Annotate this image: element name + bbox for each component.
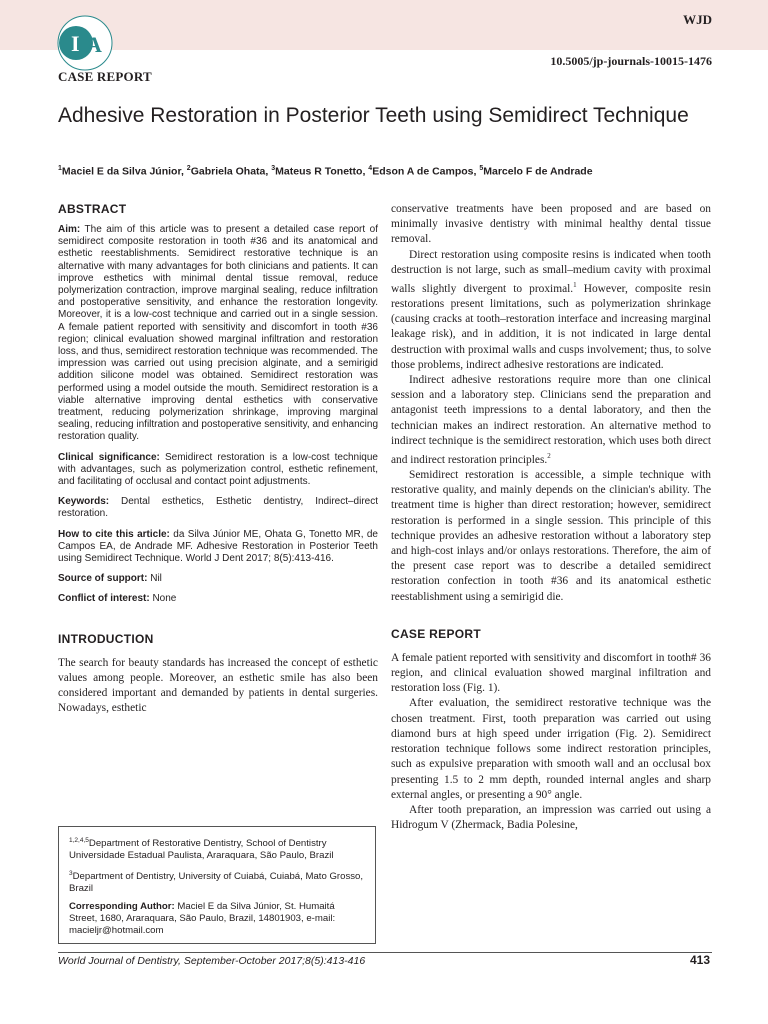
paragraph-text: Indirect adhesive restorations require more than one clinical session and a laboratory step. Clinicians send the preparation and antagonist teeth impressions to a dental laboratory, and then the technician makes an indirect restoration. An alternative method to indirect technique is the semidirect restoration, which uses both direct and indirect restoration principles.	[391, 374, 711, 466]
abstract-aim	[58, 224, 378, 444]
left-column	[58, 202, 378, 717]
clinical-significance	[58, 452, 378, 489]
author-name: Gabriela Ohata,	[190, 165, 272, 178]
case-paragraph-3: After tooth preparation, an impression was carried out using a Hidrogum V (Zhermack, Badia Polesine,	[391, 803, 711, 832]
author-name: Marcelo F de Andrade	[483, 165, 593, 178]
affiliation-text: Department of Dentistry, University of Cuiabá, Cuiabá, Mato Grosso, Brazil	[69, 871, 364, 895]
cite-text: da Silva Júnior ME, Ohata G, Tonetto MR, de Campos EA, de Andrade MF. Adhesive Restoration in Posterior Teeth using Semidirect Technique. World J Dent 2017; 8(5):413-416.	[58, 528, 378, 565]
paragraph-continued: conservative treatments have been proposed and are based on minimally invasive dentistry with minimal healthy dental tissue removal.	[391, 203, 711, 246]
reference-marker[interactable]: 2	[547, 452, 551, 461]
author-name: Edson A de Campos,	[372, 165, 480, 178]
case-report-heading: CASE REPORT	[391, 626, 481, 641]
affiliation-text: Department of Restorative Dentistry, School of Dentistry Universidade Estadual Paulista, Araraquara, São Paulo, Brazil	[69, 838, 334, 862]
corresponding-text: Maciel E da Silva Júnior, St. Humaitá Street, 1680, Araraquara, São Paulo, Brazil, 14801903, e-mail: macieljr@hotmail.com	[69, 901, 336, 937]
affiliation-box	[58, 826, 376, 944]
keywords-label: Keywords:	[58, 496, 110, 508]
doi[interactable]: 10.5005/jp-journals-10015-1476	[550, 54, 712, 68]
svg-text:I: I	[71, 31, 80, 56]
conflict-text: None	[149, 593, 177, 605]
abstract-heading: ABSTRACT	[58, 202, 127, 216]
affiliation-2	[69, 868, 365, 895]
paragraph-indirect-restoration	[391, 373, 711, 468]
author-sup: 2	[186, 165, 191, 172]
introduction-heading: INTRODUCTION	[58, 631, 154, 646]
corresponding-author	[69, 901, 365, 937]
clinical-label: Clinical significance:	[58, 451, 160, 463]
source-of-support	[58, 573, 378, 585]
journal-logo	[56, 14, 114, 72]
header-band	[0, 0, 768, 50]
keywords-text: Dental esthetics, Esthetic dentistry, Indirect–direct restoration.	[58, 496, 378, 520]
case-paragraph-2: After evaluation, the semidirect restorative technique was the chosen treatment. First, tooth preparation was carried out using diamond burs at high speed under irrigation (Fig. 2). Semidirect restoration technique follows some indirect restoration principles, such as expulsive preparation with smooth wall and an occlusal box presenting 1.5 to 2 mm depth, rounded internal angles and sharp external angles, or presenting a 90° angle.	[391, 697, 711, 801]
author-sup: 3	[271, 165, 276, 172]
right-column	[391, 202, 711, 833]
how-to-cite	[58, 529, 378, 566]
logo-emblem-icon	[56, 14, 114, 72]
svg-text:A: A	[86, 32, 102, 57]
support-text: Nil	[147, 573, 162, 585]
conflict-of-interest	[58, 593, 378, 605]
footer-journal: World Journal of Dentistry, September-October 2017;8(5):413-416	[58, 955, 366, 967]
footer-divider	[58, 952, 712, 953]
paragraph-text: However, composite resin restorations present limitations, such as polymerization shrinkage (causing cracks at tooth–restoration interface and increasing marginal leakage risk), and in addition, it is not indicated in large dental destruction with proximal walls and cusps involvement; thus, to solve those problems, indirect adhesive restorations are indicated.	[391, 282, 711, 371]
introduction-paragraph: The search for beauty standards has increased the concept of esthetic values among people. Moreover, an esthetic smile has also been considered important and demanded by patients in dental surgeries. Nowadays, esthetic	[58, 656, 378, 715]
affiliation-sup: 1,2,4,5	[69, 837, 89, 844]
aim-label: Aim:	[58, 224, 81, 235]
clinical-text: Semidirect restoration is a low-cost technique with advantages, such as polymerization control, esthetic refinement, and facilitating of occlusal and contact point adjustments.	[58, 451, 378, 488]
cite-label: How to cite this article:	[58, 528, 170, 540]
author-sup: 1	[58, 165, 62, 172]
corresponding-label: Corresponding Author:	[69, 901, 175, 913]
conflict-label: Conflict of interest:	[58, 593, 150, 605]
reference-marker[interactable]: 1	[573, 281, 577, 290]
support-label: Source of support:	[58, 573, 148, 585]
section-label: CASE REPORT	[58, 69, 152, 84]
author-list	[58, 162, 718, 179]
author-name: Maciel E da Silva Júnior,	[61, 165, 187, 178]
case-paragraph-1: A female patient reported with sensitivity and discomfort in tooth# 36 region, and clinical evaluation showed marginal infiltration and restoration loss (Fig. 1).	[391, 651, 711, 695]
affiliation-sup: 3	[69, 870, 73, 878]
affiliation-1	[69, 835, 365, 862]
paragraph-text: Direct restoration using composite resins is indicated when tooth destruction is not large, such as small–medium cavity with proximal walls slightly divergent to proximal.	[391, 248, 711, 295]
author-sup: 5	[479, 165, 484, 172]
paragraph-direct-restoration	[391, 248, 711, 373]
aim-text: The aim of this article was to present a detailed case report of semidirect composite restoration in tooth #36 and its anatomical and esthetic reestablishments. Semidirect restorative technique is an alternative with many advantages for both clinicians and patients. It can improve esthetics with minimal dental tissue removal, reduce polymerization contraction, improve marginal sealing, reduce infiltration and postoperative sensitivity, and enhance the restoration longevity. Moreover, it is a low-cost technique and carried out in a single session. A female patient reported with sensitivity and discomfort in tooth #36 region; clinical evaluation showed marginal infiltration and restoration loss, and thus, semidirect restoration technique was recommended. The impression was carried out using precision alginate, and a semirigid addition silicone model was obtained. Semidirect restoration was performed using a model outside the mouth. Semidirect restoration is a viable alternative improving dental esthetics with conservative treatment, reducing polymerization shrinkage, improving marginal sealing, reducing infiltration and postoperative sensitivity, and enhancing restoration quality.	[58, 224, 379, 443]
author-name: Mateus R Tonetto,	[275, 165, 369, 178]
page-number: 413	[689, 953, 710, 967]
author-sup: 4	[368, 165, 373, 172]
journal-abbrev: WJD	[683, 12, 712, 27]
keywords	[58, 496, 378, 520]
paragraph-semidirect: Semidirect restoration is accessible, a simple technique with restorative quality, and mainly depends on the clinician's ability. The treatment time is higher than direct restoration; however, semidirect restoration is performed in a single session. This principle of this technique provides an adhesive restoration without a laboratory step and high-cost inlays and/or onlays restorations. Therefore, the aim of the present case report was to describe a detailed semidirect restoration confection in tooth #36 and its anatomical esthetic reestablishment using a semirigid die.	[391, 469, 711, 603]
article-title: Adhesive Restoration in Posterior Teeth using Semidirect Technique	[58, 104, 689, 127]
